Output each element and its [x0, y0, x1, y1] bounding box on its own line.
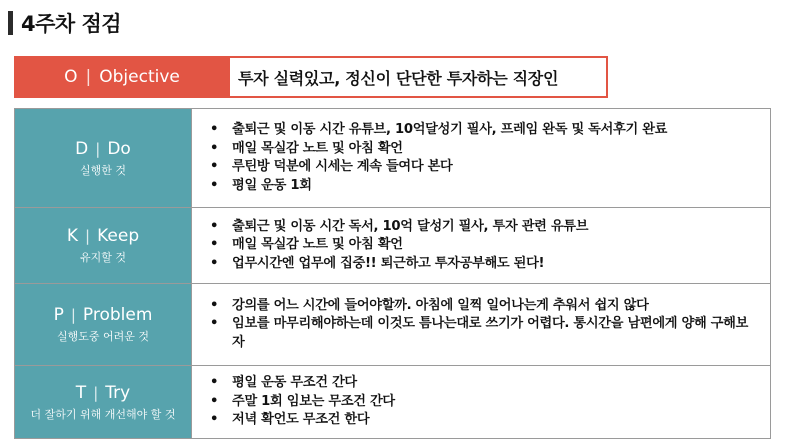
keep-letter: K [66, 226, 79, 246]
try-item: • 평일 운동 무조건 간다 [206, 374, 395, 393]
try-subtitle: 더 잘하기 위해 개선해야 할 것 [30, 407, 176, 421]
objective-word: Objective [99, 67, 180, 87]
try-word: Try [105, 382, 131, 403]
keep-separator: | [85, 227, 91, 245]
review-table [14, 108, 771, 439]
do-label [15, 109, 192, 207]
problem-content [192, 284, 770, 365]
keep-subtitle: 유지할 것 [79, 251, 126, 264]
problem-word: Problem [82, 305, 153, 325]
row-problem [15, 284, 770, 366]
do-item: • 평일 운동 1회 [206, 177, 667, 196]
objective-label [14, 56, 230, 98]
keep-content [192, 208, 770, 283]
page-title-text: 4주차 점검 [21, 12, 122, 36]
do-item: • 매일 목실감 노트 및 아침 확언 [206, 140, 667, 159]
try-item: • 저녁 확언도 무조건 한다 [206, 411, 395, 430]
keep-item: • 매일 목실감 노트 및 아침 확언 [206, 236, 588, 255]
keep-item: • 업무시간엔 업무에 집중!! 퇴근하고 투자공부해도 된다! [206, 255, 588, 274]
try-letter: T [75, 382, 87, 403]
keep-item: • 출퇴근 및 이동 시간 독서, 10억 달성기 필사, 투자 관련 유튜브 [206, 218, 588, 237]
row-do [15, 109, 770, 208]
do-word: Do [107, 138, 131, 159]
problem-item: • 강의를 어느 시간에 들어야할까. 아침에 일찍 일어나는게 추워서 쉽지 않다 [206, 297, 760, 316]
keep-word: Keep [97, 226, 140, 246]
try-label [15, 366, 192, 438]
do-item: • 루틴방 덕분에 시세는 계속 들여다 본다 [206, 158, 667, 177]
keep-label [15, 208, 192, 283]
objective-text: 투자 실력있고, 정신이 단단한 투자하는 직장인 [230, 56, 608, 98]
try-separator: | [93, 383, 99, 402]
problem-label [15, 284, 192, 365]
row-keep [15, 208, 770, 284]
objective-letter: O [64, 67, 78, 87]
do-content [192, 109, 770, 207]
do-item: • 출퇴근 및 이동 시간 유튜브, 10억달성기 필사, 프레임 완독 및 독서후기 완료 [206, 121, 667, 140]
problem-subtitle: 실행도중 어려운 것 [56, 330, 149, 343]
try-content [192, 366, 770, 438]
do-subtitle: 실행한 것 [79, 163, 126, 177]
objective-separator: | [85, 67, 92, 87]
page-title [8, 8, 121, 38]
title-accent-bar [8, 11, 13, 35]
row-try [15, 366, 770, 438]
problem-letter: P [53, 305, 64, 325]
try-item: • 주말 1회 임보는 무조건 간다 [206, 393, 395, 412]
do-separator: | [95, 139, 101, 158]
problem-separator: | [70, 306, 76, 324]
objective-row [14, 56, 608, 98]
problem-item: • 임보를 마무리해야하는데 이것도 틈나는대로 쓰기가 어렵다. 통시간을 남편에게 양해 구해보자 [206, 315, 760, 352]
do-letter: D [75, 138, 89, 159]
